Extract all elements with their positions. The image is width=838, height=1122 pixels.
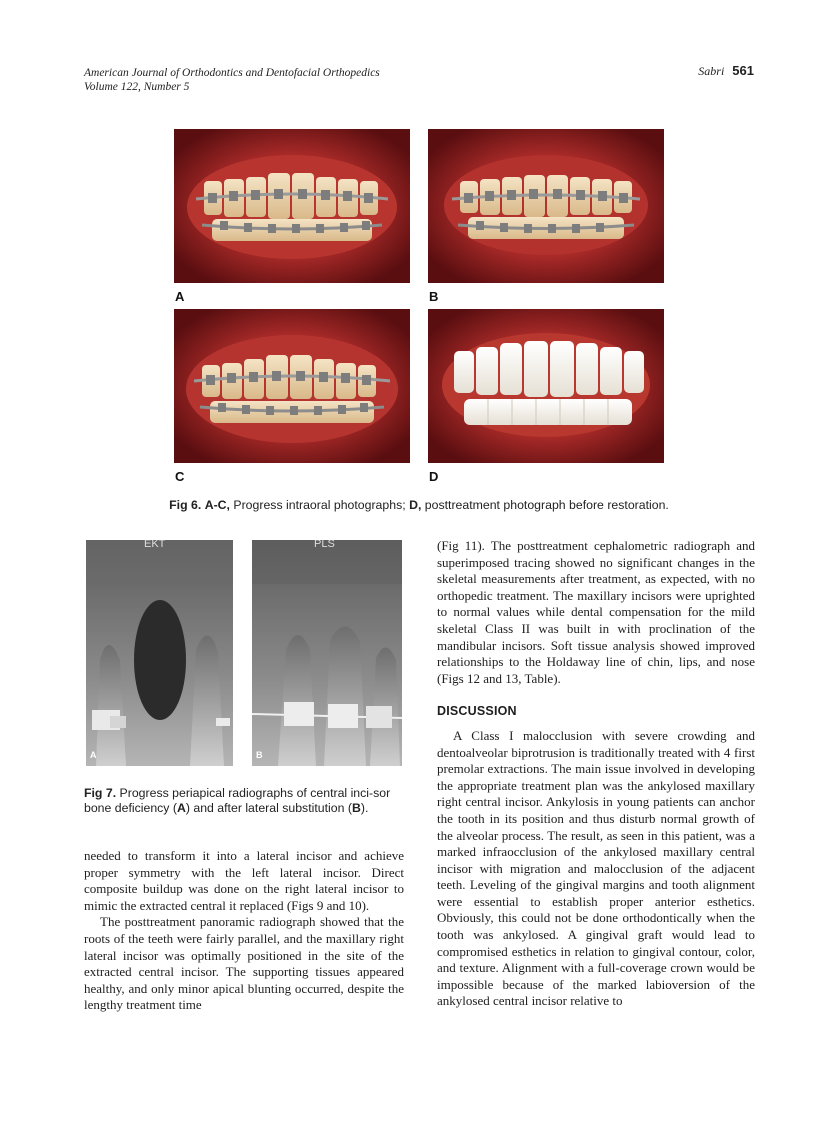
left-paragraph-2: The posttreatment panoramic radiograph showed that the roots of the teeth were fairly parallel, and the maxillary right lateral incisor was optimally positioned in the site of the extracted central incisor. The supporting tissues appeared healthy, and only minor apical blunting occurred, despite the lengthy treatment time	[84, 914, 404, 1013]
fig7-caption-b: B	[351, 801, 361, 815]
right-paragraph-2: A Class I malocclusion with severe crowding and dentoalveolar biprotrusion is traditionally treated with 4 first premolar extractions. The main issue involved in developing the appropriate treatment plan was the ankylosed maxillary right central incisor. Ankylosis in young patients can anchor the tooth in its position and thus disturb normal growth of the alveolar process. The result, as seen in this patient, was a marked infraocclusion of the ankylosed maxillary central incisor with migration and malocclusion of the adjacent teeth. Leveling of the gingival margins and tooth alignment were essential to establish proper anterior esthetics. Obviously, this could not be done orthodontically when the tooth was ankylosed. A gingival graft would lead to compromised esthetics in relation to gingival contour, color, and texture. Alignment with a full-coverage crown would be impossible because of the marked labioversion of the ankylosed central incisor relative to	[437, 727, 755, 1009]
fig7-caption-text1: Progress periapical radiographs of central inci-sor bone deficiency (	[84, 786, 391, 815]
fig7-caption-a: A	[176, 801, 186, 815]
fig7-radiograph-a	[86, 540, 233, 766]
running-author: Sabri	[698, 64, 725, 78]
left-column	[84, 848, 404, 1014]
fig7-caption-text2: ) and after lateral substitution (	[185, 801, 352, 815]
fig7-label-a: A	[90, 750, 97, 760]
fig7-label-b: B	[256, 750, 263, 760]
fig7-caption-label: Fig 7.	[84, 786, 117, 800]
fig6-label-b: B	[429, 289, 439, 304]
fig7-caption-text3: ).	[360, 801, 369, 815]
fig6-photo-d	[428, 309, 664, 463]
fig6-photo-b	[428, 129, 664, 283]
journal-title: American Journal of Orthodontics and Dentofacial Orthopedics	[84, 67, 380, 79]
left-paragraph-1: needed to transform it into a lateral incisor and achieve proper symmetry with the left lateral incisor. Direct composite buildup was done on the right lateral incisor to mimic the extracted central it replaced (Figs 9 and 10).	[84, 848, 404, 913]
fig6-label-a: A	[175, 289, 185, 304]
running-header-journal	[84, 66, 380, 94]
fig7-film-mark-a: EKT	[144, 540, 166, 550]
fig6-caption	[84, 498, 754, 512]
fig6-photo-a	[174, 129, 410, 283]
page-number: 561	[732, 63, 754, 78]
right-paragraph-1: (Fig 11). The posttreatment cephalometric radiograph and superimposed tracing showed no significant changes in the skeletal measurements after treatment, as expected, with no orthopedic treatment. The maxillary incisors were uprighted to normal values while dental compensation for the mild skeletal Class II was built in with proclination of the mandibular incisors. Soft tissue analysis showed improved relationships to the Holdaway line of chin, lips, and nose (Figs 12 and 13, Table).	[437, 538, 755, 686]
fig6-caption-text2: posttreatment photograph before restoration.	[421, 498, 669, 512]
journal-volume: Volume 122, Number 5	[84, 81, 190, 93]
fig7-film-mark-b: PLS	[314, 540, 335, 550]
discussion-heading: DISCUSSION	[437, 704, 517, 719]
fig7-caption	[84, 786, 406, 816]
fig6-label-c: C	[175, 469, 185, 484]
fig6-label-d: D	[429, 469, 439, 484]
fig7-radiograph-b	[252, 540, 402, 766]
fig6-caption-ac: A-C,	[204, 498, 230, 512]
running-header-page	[698, 63, 754, 79]
fig6-caption-label: Fig 6.	[169, 498, 202, 512]
right-column	[437, 538, 755, 1010]
fig6-caption-d: D,	[409, 498, 422, 512]
fig6-photo-c	[174, 309, 410, 463]
fig6-caption-text1: Progress intraoral photographs;	[229, 498, 410, 512]
